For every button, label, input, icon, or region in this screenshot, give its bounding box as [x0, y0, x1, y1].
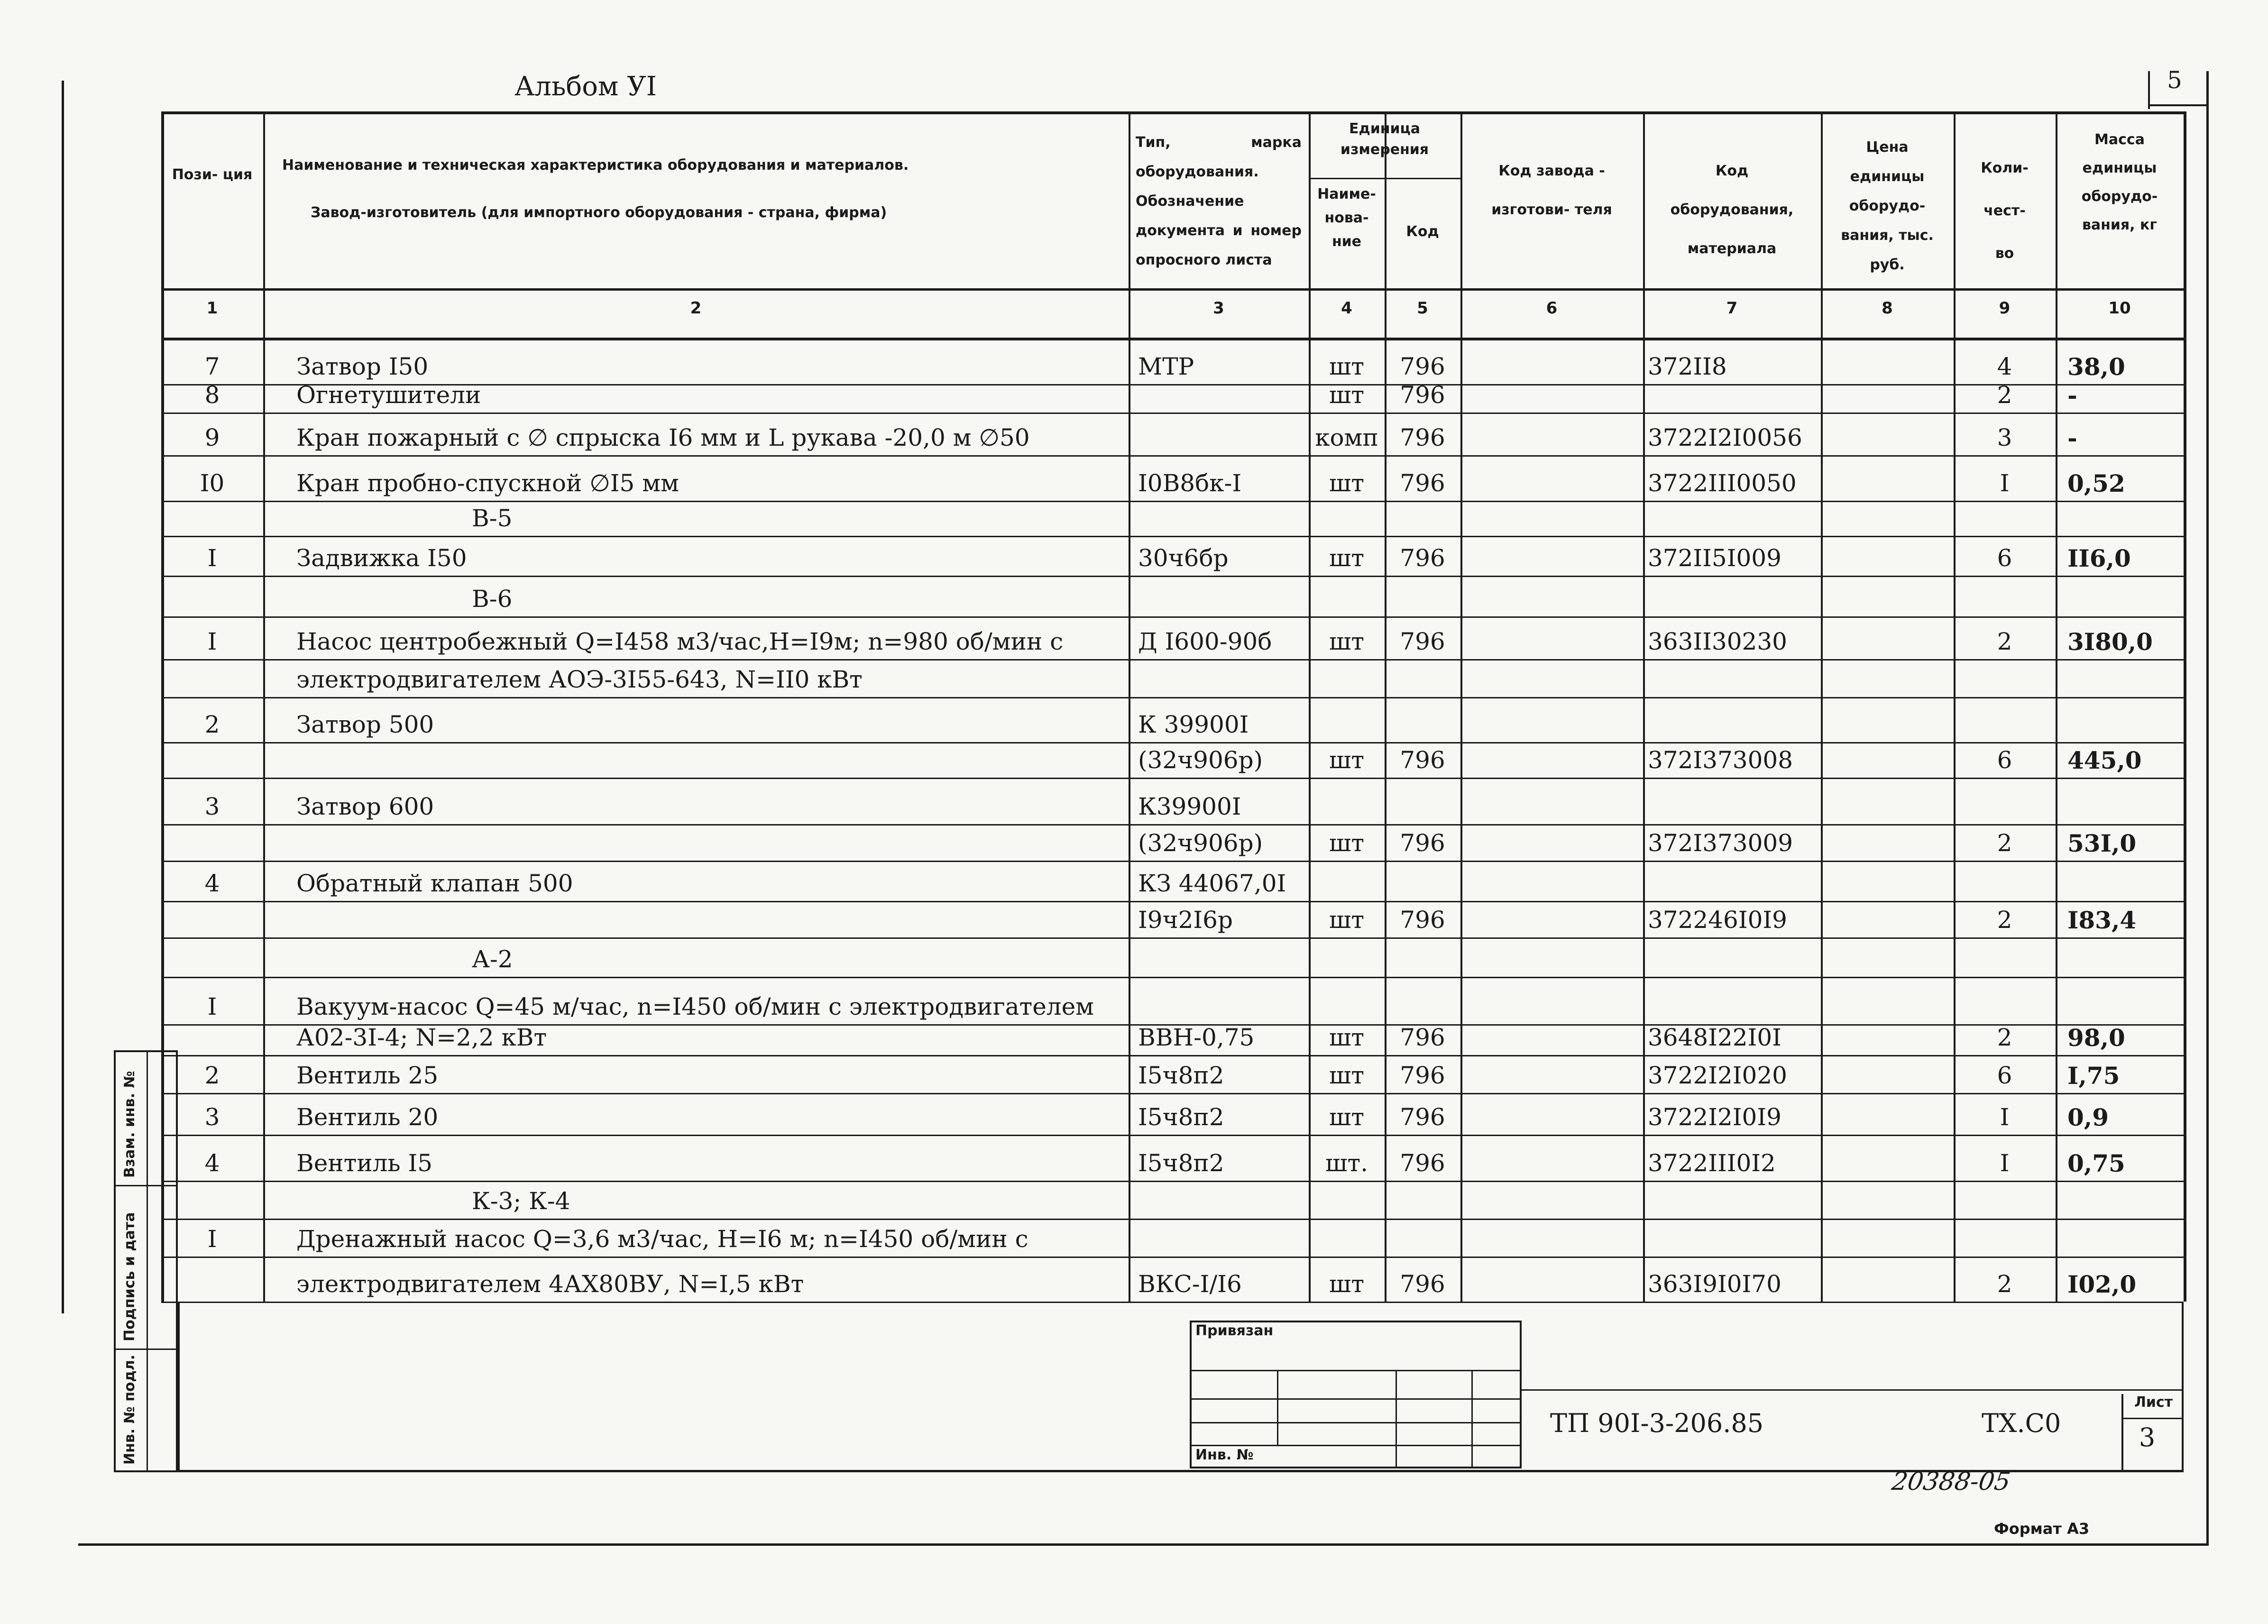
- column-number: 10: [2108, 299, 2131, 318]
- row-position: 4: [204, 870, 220, 897]
- table-top-rule: [161, 111, 2184, 114]
- row-name: Вентиль I5: [296, 1149, 433, 1177]
- row-unit-code: 796: [1400, 424, 1445, 451]
- row-name: Дренажный насос Q=3,6 м3/час, Н=I6 м; n=I450 об/мин с: [296, 1225, 1028, 1253]
- row-position: 8: [204, 381, 220, 409]
- row-rule: [161, 1257, 2184, 1258]
- row-unit-code: 796: [1400, 746, 1445, 774]
- row-name: Затвор 600: [296, 793, 434, 820]
- row-rule: [161, 1093, 2184, 1094]
- row-rule: [161, 937, 2184, 939]
- section-label: К-3; К-4: [472, 1187, 570, 1215]
- row-type: (32ч906р): [1138, 829, 1263, 857]
- row-unit-code: 796: [1400, 1024, 1445, 1051]
- row-position: I: [207, 1225, 217, 1253]
- row-equipment-code: 3722I2I0056: [1648, 424, 1802, 451]
- row-name: Вакуум-насос Q=45 м/час, n=I450 об/мин с электродвигателем: [296, 993, 1094, 1020]
- row-type: (32ч906р): [1138, 746, 1263, 774]
- row-name: Кран пожарный с ∅ спрыска I6 мм и L рукава -20,0 м ∅50: [296, 424, 1030, 451]
- row-mass: 445,0: [2067, 746, 2142, 774]
- row-rule: [161, 778, 2184, 779]
- section-label: А-2: [472, 945, 513, 973]
- row-equipment-code: 3722I2I020: [1648, 1062, 1787, 1089]
- row-quantity: 6: [1997, 746, 2012, 774]
- column-number: 4: [1341, 299, 1352, 318]
- header-type: Тип, марка оборудования. Обозначение документа и номер опросного листа: [1136, 134, 1302, 268]
- side-stamp-sign-date: Подпись и дата: [121, 1212, 138, 1341]
- row-name: Кран пробно-спускной ∅I5 мм: [296, 469, 679, 497]
- row-position: 9: [204, 424, 220, 451]
- row-equipment-code: 3722III0050: [1648, 469, 1797, 497]
- header-name-line2: Завод-изготовитель (для импортного оборудования - страна, фирма): [311, 204, 887, 221]
- row-rule: [161, 1135, 2184, 1136]
- column-rule: [263, 111, 265, 1302]
- row-mass: 3I80,0: [2067, 628, 2153, 656]
- header-mass: Масса единицы оборудо- вания, кг: [2081, 131, 2158, 233]
- row-unit-code: 796: [1400, 469, 1445, 497]
- row-position: 2: [204, 1062, 220, 1089]
- row-equipment-code: 363II30230: [1648, 628, 1787, 655]
- column-rule: [2056, 111, 2057, 1302]
- row-unit-code: 796: [1400, 1149, 1445, 1177]
- row-position: I: [207, 628, 217, 655]
- row-type: I0В8бк-I: [1138, 469, 1242, 497]
- row-unit-code: 796: [1400, 1103, 1445, 1131]
- row-rule: [161, 1055, 2184, 1056]
- row-quantity: I: [2000, 1103, 2010, 1131]
- row-unit-code: 796: [1400, 628, 1445, 655]
- row-quantity: 2: [1997, 829, 2012, 857]
- row-type: Д I600-90б: [1138, 628, 1272, 655]
- row-rule: [161, 413, 2184, 414]
- row-position: I: [207, 544, 217, 572]
- row-rule: [161, 697, 2184, 698]
- row-rule: [161, 616, 2184, 618]
- row-name: Задвижка I50: [296, 544, 467, 572]
- row-position: 4: [204, 1149, 220, 1177]
- row-unit-code: 796: [1400, 1062, 1445, 1089]
- row-mass: -: [2067, 381, 2077, 409]
- row-name: Затвор I50: [296, 353, 429, 380]
- row-type: 30ч6бр: [1138, 544, 1229, 572]
- row-name: электродвигателем 4АХ80ВУ, N=I,5 кВт: [296, 1270, 804, 1298]
- document-code: ТП 90I-3-206.85: [1550, 1408, 1764, 1438]
- row-rule: [161, 659, 2184, 661]
- row-type: ВВН-0,75: [1138, 1024, 1255, 1051]
- inv-no-label: Инв. №: [1195, 1447, 1254, 1463]
- row-mass: II6,0: [2067, 544, 2131, 572]
- row-name: Вентиль 20: [296, 1103, 439, 1131]
- header-name-line1: Наименование и техническая характеристика оборудования и материалов.: [282, 157, 909, 174]
- row-type: I9ч2I6р: [1138, 906, 1233, 934]
- row-unit: шт.: [1325, 1149, 1368, 1177]
- row-type: КЗ 44067,0I: [1138, 870, 1286, 897]
- row-equipment-code: 372I373009: [1648, 829, 1793, 857]
- column-number: 1: [206, 299, 218, 318]
- row-name: Насос центробежный Q=I458 м3/час,Н=I9м; n=980 об/мин с: [296, 628, 1064, 655]
- column-number: 7: [1726, 299, 1738, 318]
- row-unit: шт: [1329, 1103, 1365, 1131]
- album-title: Альбом УI: [514, 71, 657, 102]
- row-position: 7: [204, 353, 220, 380]
- row-name: А02-3I-4; N=2,2 кВт: [296, 1024, 547, 1051]
- row-quantity: 4: [1997, 353, 2012, 380]
- row-mass: 0,9: [2067, 1103, 2109, 1131]
- row-type: МТР: [1138, 353, 1194, 380]
- row-mass: -: [2067, 424, 2077, 452]
- title-block: [178, 1302, 2184, 1472]
- row-unit: шт: [1329, 353, 1365, 380]
- row-position: 3: [204, 793, 220, 820]
- attached-label: Привязан: [1195, 1322, 1274, 1339]
- header-equipment-code: Код оборудования, материала: [1670, 163, 1794, 257]
- row-mass: 38,0: [2067, 353, 2125, 381]
- row-rule: [161, 455, 2184, 457]
- row-rule: [161, 501, 2184, 502]
- row-rule: [161, 576, 2184, 577]
- row-quantity: 3: [1997, 424, 2012, 451]
- row-unit: шт: [1329, 1270, 1365, 1298]
- column-number: 9: [1999, 299, 2011, 318]
- page-corner-number: 5: [2167, 66, 2182, 94]
- section-label: В-6: [472, 585, 513, 613]
- row-mass: 53I,0: [2067, 829, 2137, 857]
- column-rule: [2184, 111, 2186, 1302]
- row-unit: комп: [1315, 424, 1378, 451]
- row-rule: [161, 742, 2184, 743]
- row-position: I0: [200, 469, 225, 497]
- column-rule: [1460, 111, 1462, 1302]
- row-unit: шт: [1329, 544, 1365, 572]
- section-label: В-5: [472, 505, 513, 532]
- row-rule: [161, 901, 2184, 902]
- row-type: ВКС-I/I6: [1138, 1270, 1242, 1298]
- format-label: Формат А3: [1994, 1520, 2090, 1538]
- row-unit-code: 796: [1400, 381, 1445, 409]
- header-unit: Единица измерения: [1340, 120, 1429, 158]
- header-quantity: Коли- чест- во: [1981, 160, 2029, 262]
- column-rule: [1129, 111, 1130, 1302]
- row-type: К39900I: [1138, 793, 1241, 820]
- row-rule: [161, 824, 2184, 826]
- header-manufacturer-code: Код завода - изготови- теля: [1491, 163, 1612, 218]
- row-quantity: 6: [1997, 1062, 2012, 1089]
- row-equipment-code: 372246I0I9: [1648, 906, 1787, 934]
- column-number: 6: [1546, 299, 1558, 318]
- row-rule: [161, 1181, 2184, 1182]
- row-quantity: I: [2000, 1149, 2010, 1177]
- row-unit: шт: [1329, 906, 1365, 934]
- row-mass: 0,75: [2067, 1149, 2125, 1177]
- sheet-box: [2121, 1394, 2184, 1470]
- row-rule: [161, 977, 2184, 978]
- row-equipment-code: 3722I2I0I9: [1648, 1103, 1781, 1131]
- row-unit: шт: [1329, 381, 1365, 409]
- side-stamp: [114, 1050, 178, 1472]
- row-equipment-code: 363I9I0I70: [1648, 1270, 1781, 1298]
- colnum-bottom-rule: [161, 338, 2184, 340]
- header-bottom-rule: [161, 288, 2184, 291]
- header-unit-name: Наиме- нова- ние: [1317, 186, 1376, 250]
- row-quantity: 2: [1997, 906, 2012, 934]
- row-rule: [161, 861, 2184, 862]
- attached-grid: [1190, 1321, 1522, 1468]
- row-unit-code: 796: [1400, 906, 1445, 934]
- row-unit-code: 796: [1400, 544, 1445, 572]
- header-price: Цена единицы оборудо- вания, тыс. руб.: [1841, 139, 1934, 273]
- row-mass: I83,4: [2067, 906, 2137, 934]
- row-position: 2: [204, 711, 220, 738]
- row-quantity: 2: [1997, 1024, 2012, 1051]
- row-equipment-code: 3648I22I0I: [1648, 1024, 1781, 1051]
- row-name: электродвигателем АОЭ-3I55-643, N=II0 кВт: [296, 666, 863, 693]
- row-unit-code: 796: [1400, 829, 1445, 857]
- column-rule: [1643, 111, 1645, 1302]
- column-number: 8: [1882, 299, 1893, 318]
- column-rule: [1821, 111, 1823, 1302]
- row-type: I5ч8п2: [1138, 1062, 1224, 1089]
- header-unit-code: Код: [1406, 223, 1439, 240]
- row-rule: [161, 1219, 2184, 1220]
- row-unit: шт: [1329, 829, 1365, 857]
- row-name: Обратный клапан 500: [296, 870, 573, 897]
- row-unit-code: 796: [1400, 353, 1445, 380]
- unit-subheader-rule: [1309, 178, 1460, 179]
- row-name: Огнетушители: [296, 381, 481, 409]
- side-stamp-inv-replace: Взам. инв. №: [121, 1071, 138, 1178]
- header-position: Пози- ция: [172, 166, 253, 183]
- row-rule: [161, 536, 2184, 537]
- row-type: К 39900I: [1138, 711, 1249, 738]
- row-mass: 98,0: [2067, 1024, 2125, 1052]
- row-quantity: 2: [1997, 381, 2012, 409]
- row-type: I5ч8п2: [1138, 1149, 1224, 1177]
- row-equipment-code: 3722III0I2: [1648, 1149, 1776, 1177]
- row-unit: шт: [1329, 746, 1365, 774]
- column-number: 2: [690, 299, 702, 318]
- row-name: Затвор 500: [296, 711, 434, 738]
- sheet-label: Лист: [2134, 1394, 2173, 1411]
- sheet-number: 3: [2139, 1422, 2156, 1452]
- row-equipment-code: 372II5I009: [1648, 544, 1781, 572]
- column-number: 5: [1417, 299, 1428, 318]
- row-unit: шт: [1329, 1062, 1365, 1089]
- row-position: I: [207, 993, 217, 1020]
- row-unit: шт: [1329, 469, 1365, 497]
- row-quantity: 2: [1997, 1270, 2012, 1298]
- row-mass: I02,0: [2067, 1270, 2137, 1298]
- row-quantity: 6: [1997, 544, 2012, 572]
- row-mass: I,75: [2067, 1062, 2120, 1090]
- row-quantity: 2: [1997, 628, 2012, 655]
- archive-number: 20388-05: [1890, 1468, 2012, 1496]
- row-unit: шт: [1329, 1024, 1365, 1051]
- row-name: Вентиль 25: [296, 1062, 439, 1089]
- row-equipment-code: 372I373008: [1648, 746, 1793, 774]
- row-unit: шт: [1329, 628, 1365, 655]
- row-mass: 0,52: [2067, 469, 2125, 497]
- row-unit-code: 796: [1400, 1270, 1445, 1298]
- row-position: 3: [204, 1103, 220, 1131]
- row-quantity: I: [2000, 469, 2010, 497]
- row-type: I5ч8п2: [1138, 1103, 1224, 1131]
- column-number: 3: [1213, 299, 1224, 318]
- side-stamp-inv-orig: Инв. № подл.: [121, 1354, 138, 1465]
- document-section: ТХ.С0: [1982, 1408, 2061, 1438]
- row-equipment-code: 372II8: [1648, 353, 1727, 380]
